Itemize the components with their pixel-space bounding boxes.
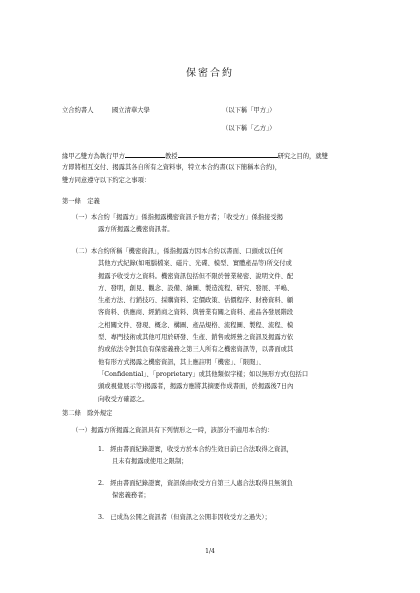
preamble-line-1 — [62, 150, 328, 162]
article-2-sub-2-line: 2. 經由書面紀錄證實，資訊係由收受方自第三人處合法取得且無須負 — [98, 480, 293, 487]
article-1-item-2-line: 向收受方確認之。 — [98, 395, 149, 403]
article-1-item-2-line: 揭露予收受方之資料。機密資訊包括但不限於營業秘密、說明文件、配 — [98, 272, 294, 280]
document-title: 保密合約 — [186, 68, 234, 79]
article-1-item-2-line: 型、專門技術或其他可用於研發、生產、銷售或經營之資訊及揭露方依 — [98, 334, 294, 342]
article-2-sub-1-line: 且未有揭露或使用之限制； — [112, 458, 188, 466]
preamble-line-2: 方即將相互交付、揭露其各自所有之資料事，特立本合約書(以下簡稱本合約)， — [62, 164, 282, 171]
article-2-intro: （一）揭露方所揭露之資訊具有下列情形之一時，該部分不適用本合約： — [72, 427, 274, 434]
party-b-role: （以下稱「乙方」） — [222, 125, 276, 132]
blank-field-professor-name — [125, 150, 165, 158]
article-1-item-2-line: 「Confidential」、「proprietary」或其他類似字樣；如以無形方式(包括口 — [98, 370, 309, 378]
article-1-item-2-line: 客資料、供應商、經銷商之資料、與營業有關之資料、產品各發展階段 — [98, 309, 294, 317]
article-2-sub-1 — [98, 444, 293, 469]
article-1-item-2-line: 約或依法令對其負有保密義務之第三人所有之機密資訊等，以書面或其 — [98, 346, 294, 354]
article-2-sub-2 — [98, 478, 293, 503]
page-number: 1/4 — [205, 548, 215, 555]
article-1-item-2-line: 頭或視覺展示等)揭露者，揭露方應將其摘要作成書面，於揭露後7日內 — [98, 383, 294, 391]
article-2-sub-3-line: 3. 已成為公開之資訊者（但資訊之公開非因收受方之過失）； — [98, 514, 271, 521]
article-1-item-2 — [72, 246, 308, 406]
party-a-label: 立合約書人 — [62, 107, 94, 114]
article-1-item-2-line: 方、發明，創見、觀念、設備、繪圖、製造流程、研究、發展、平嶋、 — [98, 284, 294, 292]
preamble-part-b: 教授 — [164, 153, 178, 160]
article-1-item-1-line: （一）本合約「揭露方」係指揭露機密資訊予他方者；「收受方」係指接受揭 — [72, 214, 283, 221]
preamble-part-c: 研究之目的，就雙 — [277, 153, 328, 160]
article-1-item-2-line: 生產方法、行銷技巧、採購資料、定價政策、估價程序、財務資料、顧 — [98, 297, 294, 305]
blank-field-project-name — [178, 150, 278, 158]
article-1-item-2-line: 其他方式紀錄(如電腦檔案、磁片、光碟、模型、實體產品等)所交付或 — [98, 260, 292, 268]
preamble-part-a: 緣甲乙雙方為執行甲方 — [62, 153, 125, 160]
article-1-item-2-line: （二）本合約所稱「機密資訊」，係指揭露方因本合約以書面、口頭或以任何 — [72, 248, 283, 255]
party-a-role: （以下稱「甲方」） — [222, 107, 276, 114]
article-2-sub-1-line: 1. 經由書面紀錄證實，收受方於本合約生效日前已合法取得之資訊， — [98, 446, 293, 453]
article-1-item-1-line: 露方所揭露之機密資訊者。 — [98, 226, 174, 234]
article-1-heading: 第一條 定義 — [62, 198, 100, 205]
article-2-sub-3 — [98, 512, 271, 524]
party-a-name: 國立清華大學 — [112, 107, 150, 114]
article-1-item-2-line: 他有形方式揭露之機密資訊，其上應註明「機密」、「限閱」、 — [98, 358, 265, 366]
preamble-line-3: 雙方同意遵守以下約定之事項： — [62, 177, 151, 184]
article-1-item-2-line: 之相關文件、發現、概念、構圖、產品規格、流程圖、製程、流程、模 — [98, 321, 294, 329]
article-2-sub-2-line: 保密義務者； — [112, 492, 150, 500]
article-1-item-1 — [72, 212, 283, 237]
article-2-heading: 第二條 除外規定 — [62, 410, 113, 417]
